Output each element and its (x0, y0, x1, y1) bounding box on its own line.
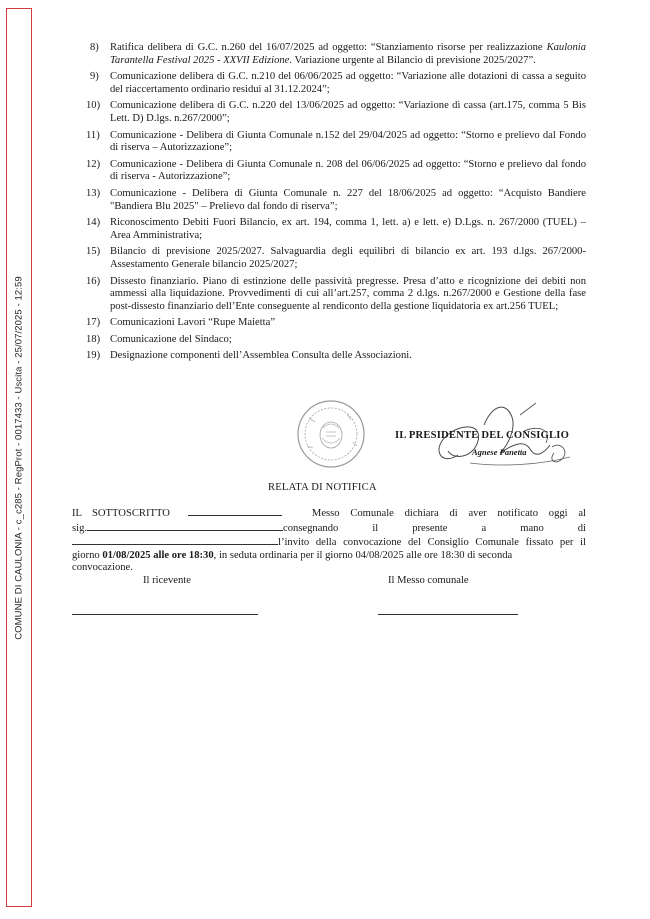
agenda-item-9 (86, 71, 586, 96)
messo-signature-line[interactable] (378, 614, 518, 615)
notification-section (72, 506, 586, 575)
agenda-item-number: 17) (86, 317, 101, 329)
agenda-item-17 (86, 317, 586, 330)
municipal-seal-icon (295, 398, 367, 470)
agenda-item-12 (86, 159, 586, 184)
agenda-item-number: 14) (86, 217, 101, 229)
agenda-list (86, 42, 586, 367)
agenda-item-text: Riconoscimento Debiti Fuori Bilancio, ex art. 194, comma 1, lett. a) e lett. e) D.Lgs. n. 267/2000 (TUEL) – Area Amministrativa; (110, 217, 586, 241)
agenda-item-19 (86, 350, 586, 363)
agenda-item-number: 9) (90, 71, 99, 83)
agenda-item-18 (86, 334, 586, 347)
agenda-item-text: Ratifica delibera di G.C. n.260 del 16/07/2025 ad oggetto: “Stanziamento risorse per realizzazione (110, 42, 547, 53)
agenda-item-15 (86, 246, 586, 271)
notification-text: l’invito della convocazione del Consiglio Comunale fissato per il (278, 537, 586, 549)
notification-line-2 (72, 521, 586, 536)
delivered-to-blank[interactable] (72, 535, 278, 545)
agenda-item-number: 11) (86, 129, 100, 141)
messo-label: Il Messo comunale (388, 575, 469, 586)
agenda-item-number: 12) (86, 158, 101, 170)
agenda-item-8 (86, 42, 586, 67)
agenda-item-number: 19) (86, 350, 101, 362)
agenda-item-text: Comunicazioni Lavori “Rupe Maietta” (110, 317, 276, 329)
receiver-signature-line[interactable] (72, 614, 258, 615)
notification-line-3 (72, 535, 586, 550)
receiver-label: Il ricevente (143, 575, 191, 586)
relata-title: RELATA DI NOTIFICA (268, 482, 377, 493)
agenda-item-number: 18) (86, 333, 101, 345)
agenda-item-13 (86, 188, 586, 213)
notification-line-5: convocazione. (72, 562, 133, 574)
notification-text: IL (72, 508, 82, 519)
agenda-item-text: Bilancio di previsione 2025/2027. Salvaguardia degli equilibri di bilancio ex art. 193 d.lgs. 267/2000- Assestamento Generale bilancio 2025/2027; (110, 246, 586, 270)
agenda-item-text: Comunicazione delibera di G.C. n.220 del 13/06/2025 ad oggetto: “Variazione di cassa (art.175, comma 5 Bis Lett. D) D.lgs. n.267/2000”; (110, 100, 586, 124)
agenda-item-text: Designazione componenti dell’Assemblea Consulta delle Associazioni. (110, 350, 412, 362)
notification-text: consegnando il presente a mano di (283, 522, 586, 534)
notification-line-4 (72, 550, 586, 563)
agenda-item-number: 13) (86, 187, 101, 199)
agenda-item-text-end: . Variazione urgente al Bilancio di previsione 2025/2027”. (289, 54, 536, 66)
notification-text: SOTTOSCRITTO (92, 508, 170, 519)
agenda-item-10 (86, 100, 586, 125)
protocol-stamp-text: COMUNE DI CAULONIA - c_c285 - RegProt - 0017433 - Uscita - 25/07/2025 - 12:59 (13, 276, 25, 640)
agenda-item-number: 16) (86, 275, 101, 287)
name-blank[interactable] (188, 506, 282, 516)
agenda-item-11 (86, 130, 586, 155)
notification-line-1 (72, 506, 586, 521)
agenda-item-text: Dissesto finanziario. Piano di estinzione delle passività pregresse. Presa d’atto e ricognizione dei debiti non ammessi alla liquidazione. Provvedimenti di cui all’art.257, comma 2 d.lgs. n.267/2000 e Gestione della fase post-dissesto finanziario dell’Ente conseguente al rendiconto della gestione liquidatoria ex art.256 TUEL; (110, 275, 586, 312)
agenda-item-text: Comunicazione - Delibera di Giunta Comunale n. 208 del 06/06/2025 ad oggetto: “Storno e prelievo dal fondo di riserva - Autorizzazione”; (110, 158, 586, 183)
president-name: Agnese Panetta (472, 447, 527, 457)
agenda-item-number: 10) (86, 100, 101, 112)
agenda-item-16 (86, 276, 586, 314)
notification-text: Messo Comunale dichiara di aver notificato oggi al (311, 508, 586, 519)
agenda-item-text: Comunicazione - Delibera di Giunta Comunale n. 227 del 18/06/2025 ad oggetto: “Acquisto Bandiere "Bandiera Blu 2025" – Prelievo dal fondo di riserva”; (110, 187, 586, 212)
agenda-item-14 (86, 217, 586, 242)
president-title: IL PRESIDENTE DEL CONSIGLIO (395, 430, 570, 441)
meeting-datetime: 01/08/2025 alle ore 18:30 (102, 549, 214, 561)
notification-text: sig. (72, 522, 88, 534)
agenda-item-text: Comunicazione delibera di G.C. n.210 del 06/06/2025 ad oggetto: “Variazione alle dotazioni di cassa a seguito del riaccertamento ordinario residui al 31.12.2024”; (110, 71, 586, 95)
agenda-item-text: Comunicazione del Sindaco; (110, 333, 232, 345)
agenda-item-number: 8) (90, 42, 99, 53)
agenda-item-italic: Kaulonia Tarantella Festival 2025 - XXVII Edizione (110, 42, 586, 66)
notification-text: , in seduta ordinaria per il giorno 04/08/2025 alle ore 18:30 di seconda (213, 549, 513, 561)
agenda-item-number: 15) (86, 246, 101, 258)
notification-text: giorno (72, 549, 103, 561)
recipient-blank[interactable] (87, 521, 283, 531)
agenda-item-text: Comunicazione - Delibera di Giunta Comunale n.152 del 29/04/2025 ad oggetto: “Storno e prelievo dal Fondo di riserva – Autorizzazione”; (110, 129, 586, 154)
